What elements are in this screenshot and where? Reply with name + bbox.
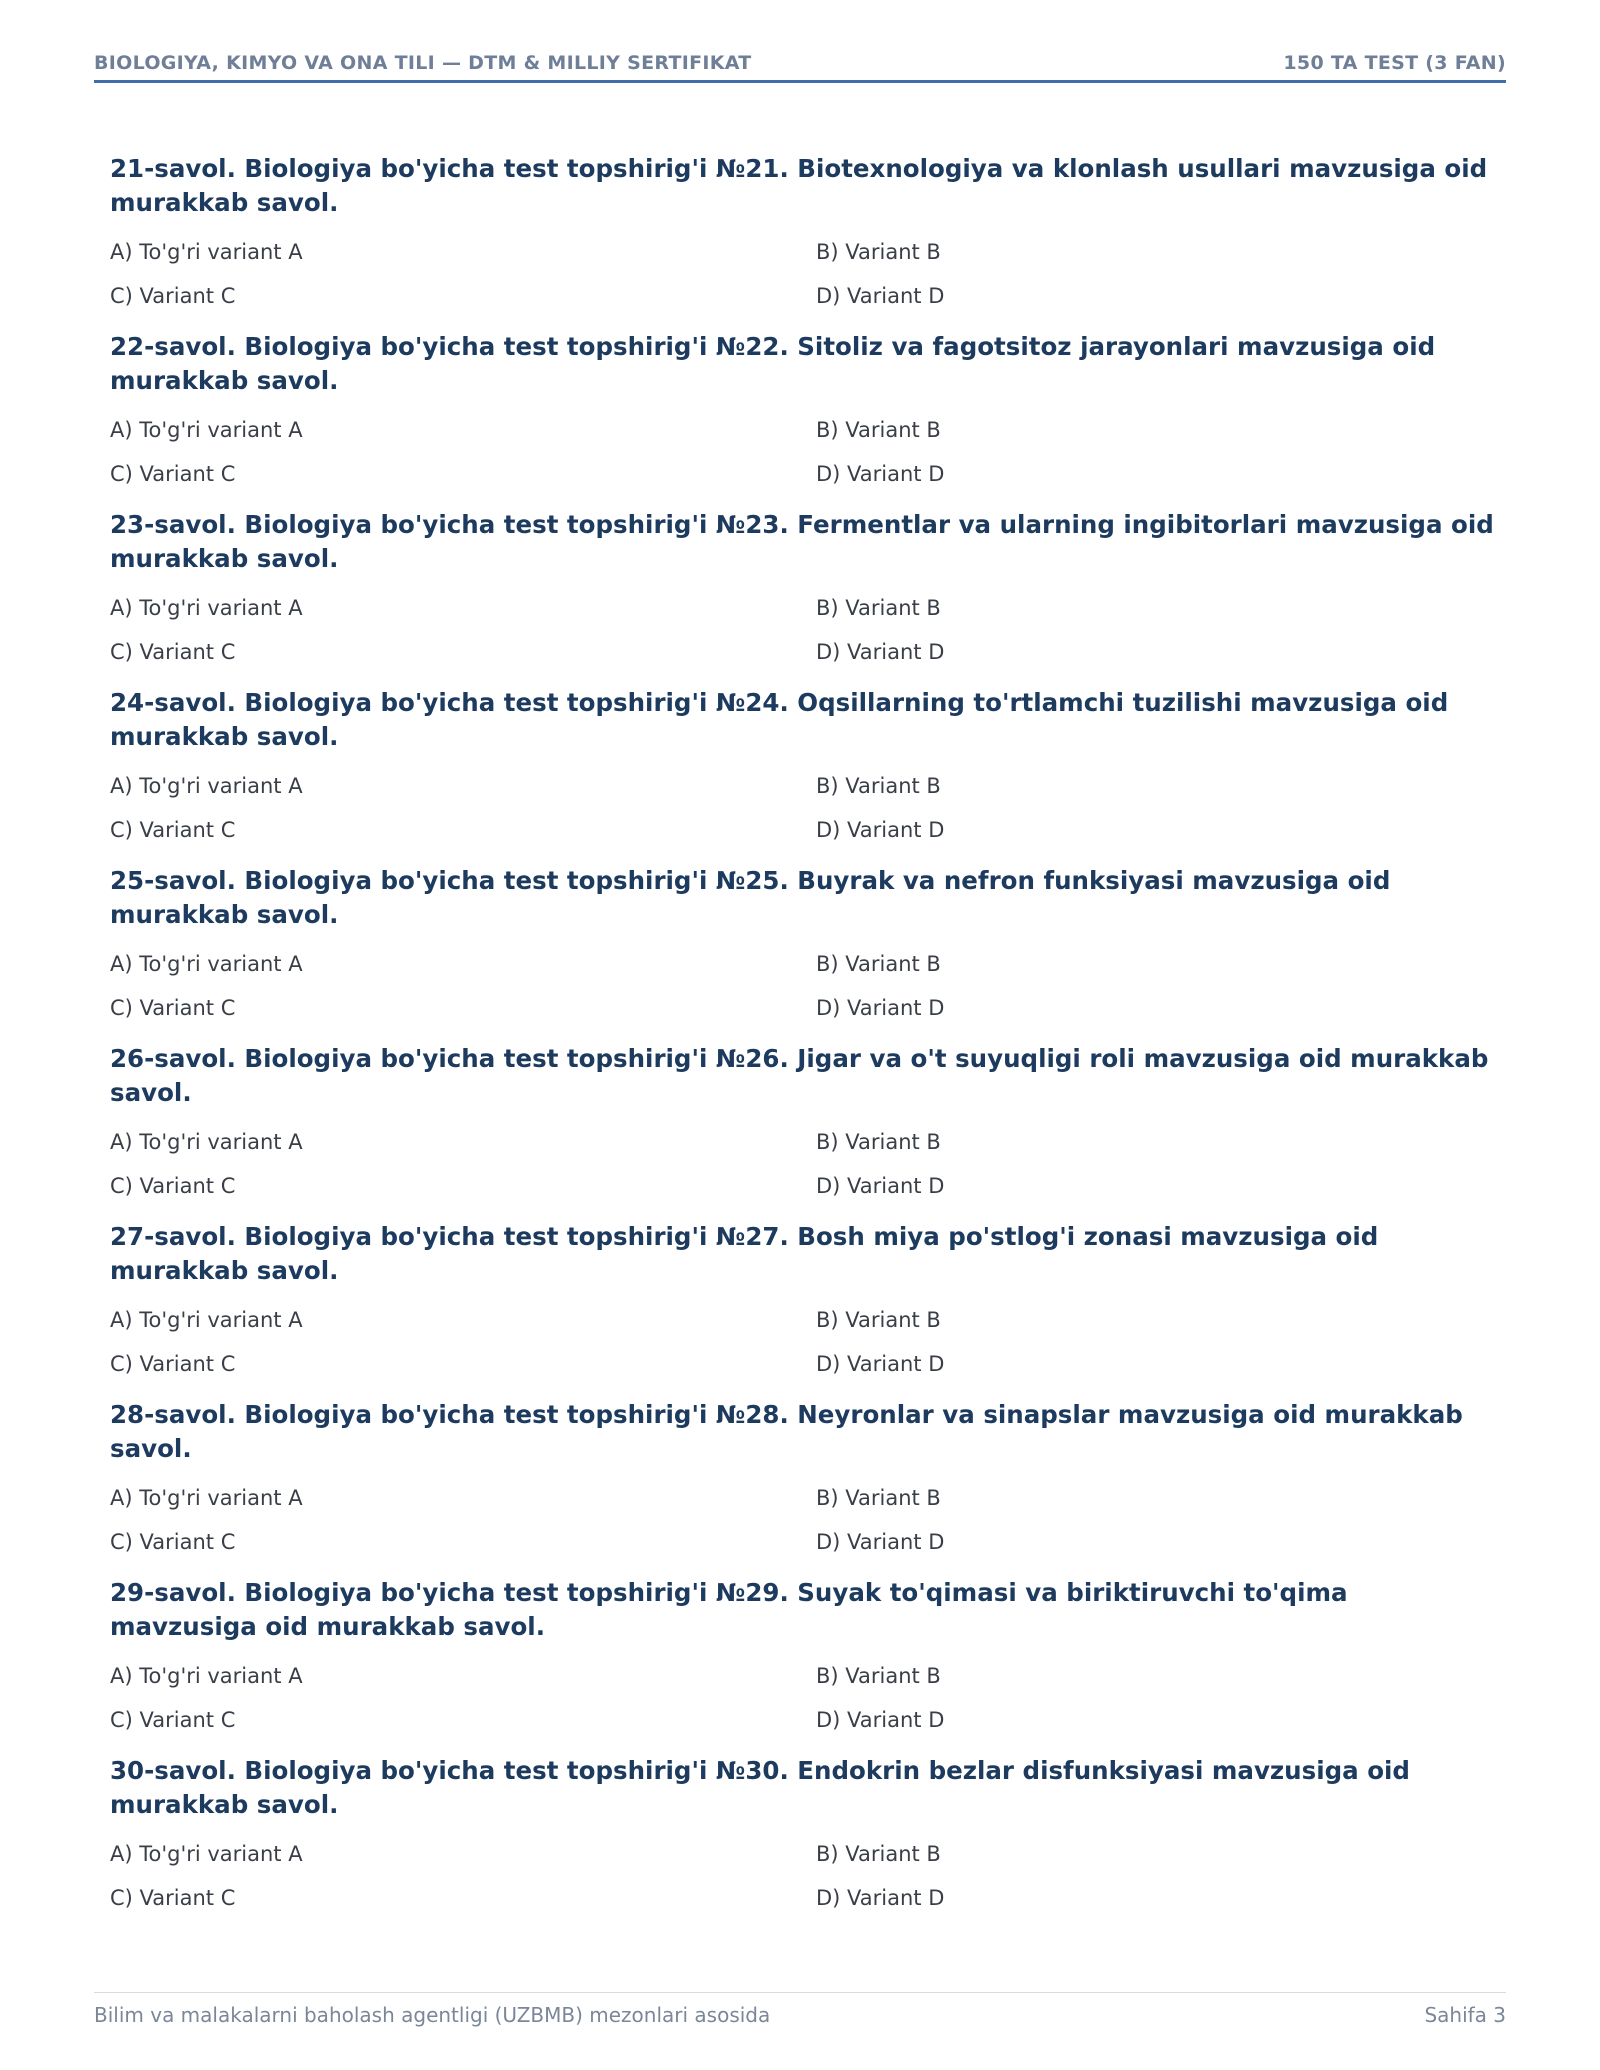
answer-options [110, 1476, 1500, 1564]
answer-options [110, 408, 1500, 496]
page-number: Sahifa 3 [1424, 2003, 1506, 2027]
question-title: 22-savol. Biologiya bo'yicha test topshirig'i №22. Sitoliz va fagotsitoz jarayonlari mavzusiga oid murakkab savol. [110, 332, 1436, 395]
option-b: B) Variant B [816, 418, 941, 442]
option-c: C) Variant C [110, 1174, 236, 1198]
question-title: 28-savol. Biologiya bo'yicha test topshirig'i №28. Neyronlar va sinapslar mavzusiga oid murakkab savol. [110, 1400, 1463, 1463]
answer-options [110, 1654, 1500, 1742]
option-d: D) Variant D [816, 1886, 945, 1910]
option-b: B) Variant B [816, 774, 941, 798]
question-title: 27-savol. Biologiya bo'yicha test topshirig'i №27. Bosh miya po'stlog'i zonasi mavzusiga oid murakkab savol. [110, 1222, 1379, 1285]
option-c: C) Variant C [110, 996, 236, 1020]
question-24 [110, 686, 1500, 852]
question-title: 23-savol. Biologiya bo'yicha test topshirig'i №23. Fermentlar va ularning ingibitorlari mavzusiga oid murakkab savol. [110, 510, 1494, 573]
option-c: C) Variant C [110, 1886, 236, 1910]
question-23 [110, 508, 1500, 674]
option-c: C) Variant C [110, 284, 236, 308]
option-c: C) Variant C [110, 1708, 236, 1732]
question-title: 30-savol. Biologiya bo'yicha test topshirig'i №30. Endokrin bezlar disfunksiyasi mavzusiga oid murakkab savol. [110, 1756, 1410, 1819]
answer-options [110, 764, 1500, 852]
question-30 [110, 1754, 1500, 1920]
option-a: A) To'g'ri variant A [110, 596, 303, 620]
option-c: C) Variant C [110, 1530, 236, 1554]
question-title: 21-savol. Biologiya bo'yicha test topshirig'i №21. Biotexnologiya va klonlash usullari mavzusiga oid murakkab savol. [110, 154, 1488, 217]
option-b: B) Variant B [816, 1664, 941, 1688]
question-title: 25-savol. Biologiya bo'yicha test topshirig'i №25. Buyrak va nefron funksiyasi mavzusiga oid murakkab savol. [110, 866, 1391, 929]
answer-options [110, 586, 1500, 674]
option-a: A) To'g'ri variant A [110, 1842, 303, 1866]
question-list [110, 152, 1500, 1932]
answer-options [110, 1120, 1500, 1208]
answer-options [110, 1298, 1500, 1386]
option-d: D) Variant D [816, 1530, 945, 1554]
question-26 [110, 1042, 1500, 1208]
question-21 [110, 152, 1500, 318]
option-b: B) Variant B [816, 1842, 941, 1866]
option-d: D) Variant D [816, 284, 945, 308]
footer-source: Bilim va malakalarni baholash agentligi (UZBMB) mezonlari asosida [94, 2003, 771, 2027]
page-header [94, 52, 1506, 83]
question-title: 26-savol. Biologiya bo'yicha test topshirig'i №26. Jigar va o't suyuqligi roli mavzusiga oid murakkab savol. [110, 1044, 1489, 1107]
option-a: A) To'g'ri variant A [110, 1130, 303, 1154]
option-b: B) Variant B [816, 596, 941, 620]
option-b: B) Variant B [816, 1486, 941, 1510]
option-d: D) Variant D [816, 640, 945, 664]
header-test-count: 150 TA TEST (3 FAN) [1283, 52, 1506, 74]
answer-options [110, 1832, 1500, 1920]
option-a: A) To'g'ri variant A [110, 774, 303, 798]
option-d: D) Variant D [816, 818, 945, 842]
question-22 [110, 330, 1500, 496]
option-a: A) To'g'ri variant A [110, 1664, 303, 1688]
answer-options [110, 942, 1500, 1030]
option-d: D) Variant D [816, 996, 945, 1020]
question-28 [110, 1398, 1500, 1564]
answer-options [110, 230, 1500, 318]
option-b: B) Variant B [816, 1130, 941, 1154]
option-a: A) To'g'ri variant A [110, 1486, 303, 1510]
question-title: 29-savol. Biologiya bo'yicha test topshirig'i №29. Suyak to'qimasi va biriktiruvchi to'qima mavzusiga oid murakkab savol. [110, 1578, 1348, 1641]
option-b: B) Variant B [816, 952, 941, 976]
question-27 [110, 1220, 1500, 1386]
option-b: B) Variant B [816, 240, 941, 264]
question-title: 24-savol. Biologiya bo'yicha test topshirig'i №24. Oqsillarning to'rtlamchi tuzilishi mavzusiga oid murakkab savol. [110, 688, 1449, 751]
option-a: A) To'g'ri variant A [110, 1308, 303, 1332]
option-a: A) To'g'ri variant A [110, 952, 303, 976]
option-d: D) Variant D [816, 1174, 945, 1198]
option-a: A) To'g'ri variant A [110, 240, 303, 264]
option-c: C) Variant C [110, 462, 236, 486]
question-29 [110, 1576, 1500, 1742]
question-25 [110, 864, 1500, 1030]
option-c: C) Variant C [110, 640, 236, 664]
option-d: D) Variant D [816, 1352, 945, 1376]
option-c: C) Variant C [110, 1352, 236, 1376]
option-a: A) To'g'ri variant A [110, 418, 303, 442]
option-d: D) Variant D [816, 1708, 945, 1732]
option-d: D) Variant D [816, 462, 945, 486]
option-c: C) Variant C [110, 818, 236, 842]
header-title: BIOLOGIYA, KIMYO VA ONA TILI — DTM & MILLIY SERTIFIKAT [94, 52, 752, 74]
option-b: B) Variant B [816, 1308, 941, 1332]
page-footer [94, 1992, 1506, 2027]
